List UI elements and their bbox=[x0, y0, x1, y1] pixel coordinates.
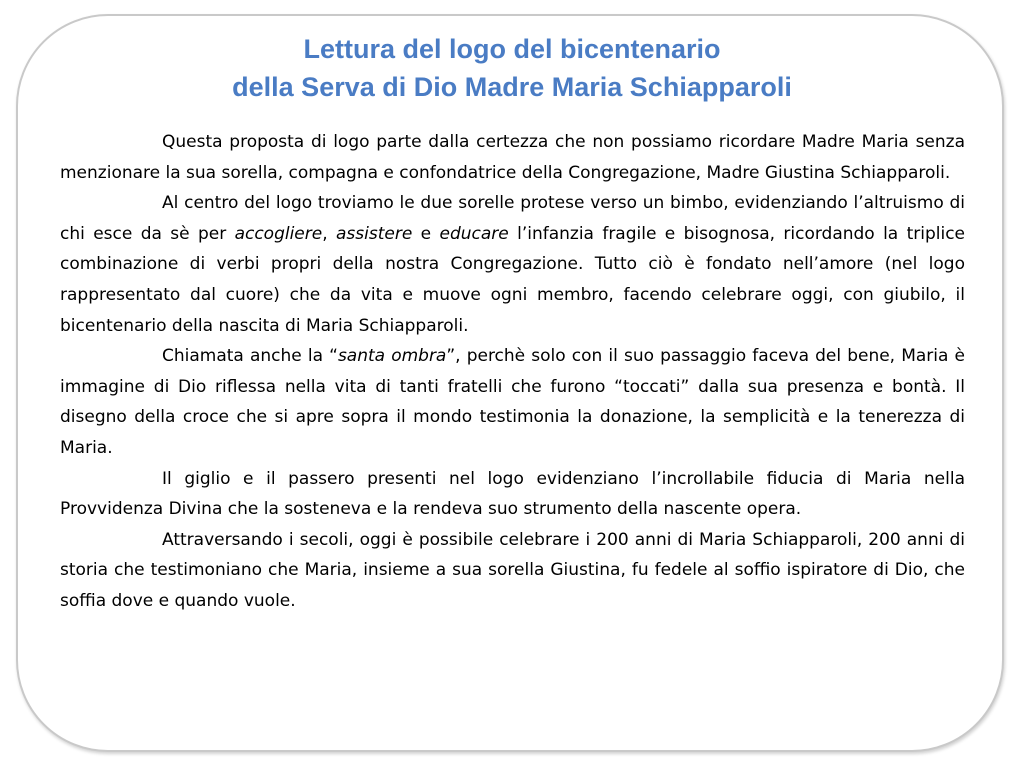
paragraph-1-text: Questa proposta di logo parte dalla certezza che non possiamo ricordare Madre Maria senza menzionare la sua sorella, compagna e confondatrice della Congregazione, Madre Giustina Schiapparoli. bbox=[60, 132, 965, 183]
paragraph-5-text: Attraversando i secoli, oggi è possibile celebrare i 200 anni di Maria Schiapparoli, 200 anni di storia che testimoniano che Maria, insieme a sua sorella Giustina, fu fedele al soffio ispiratore di Dio, che soffia dove e quando vuole. bbox=[60, 529, 965, 611]
paragraph-3-text-b: ”, perchè solo con il suo passaggio faceva del bene, Maria è immagine di Dio riflessa nella vita di tanti fratelli che furono “toccati” dalla sua presenza e bontà. Il disegno della croce che si apre sopra il mondo testimonia la donazione, la semplicità e la tenerezza di Maria. bbox=[60, 346, 966, 458]
page-title bbox=[60, 30, 964, 106]
paragraph-3 bbox=[60, 341, 965, 463]
paragraph-3-text-a: Chiamata anche la “ bbox=[162, 346, 338, 367]
body-text bbox=[60, 127, 965, 617]
paragraph-2-text-c: e bbox=[412, 223, 440, 244]
paragraph-5 bbox=[60, 525, 965, 617]
paragraph-2-text-b: , bbox=[322, 223, 336, 244]
italic-accogliere: accogliere bbox=[234, 223, 323, 244]
paragraph-4-text: Il giglio e il passero presenti nel logo evidenziano l’incrollabile fiducia di Maria nella Provvidenza Divina che la sosteneva e la rendeva suo strumento della nascente opera. bbox=[60, 468, 965, 520]
title-line-1: Lettura del logo del bicentenario bbox=[303, 34, 721, 64]
title-line-2: della Serva di Dio Madre Maria Schiapparoli bbox=[232, 72, 792, 102]
paragraph-2-text-d: l’infanzia fragile e bisognosa, ricordando la triplice combinazione di verbi propri della nostra Congregazione. Tutto ciò è fondato nell’amore (nel logo rappresentato dal cuore) che da vita e muove ogni membro, facendo celebrare oggi, con giubilo, il bicentenario della nascita di Maria Schiapparoli. bbox=[60, 223, 965, 336]
italic-educare: educare bbox=[439, 223, 509, 244]
paragraph-1 bbox=[60, 127, 965, 188]
paragraph-4 bbox=[60, 464, 965, 525]
paragraph-2 bbox=[60, 188, 965, 341]
italic-santa-ombra: santa ombra bbox=[337, 346, 447, 367]
paragraph-2-text-a: Al centro del logo troviamo le due sorelle protese verso un bimbo, evidenziando l’altruismo di chi esce da sè per bbox=[60, 193, 965, 244]
italic-assistere: assistere bbox=[336, 223, 413, 244]
